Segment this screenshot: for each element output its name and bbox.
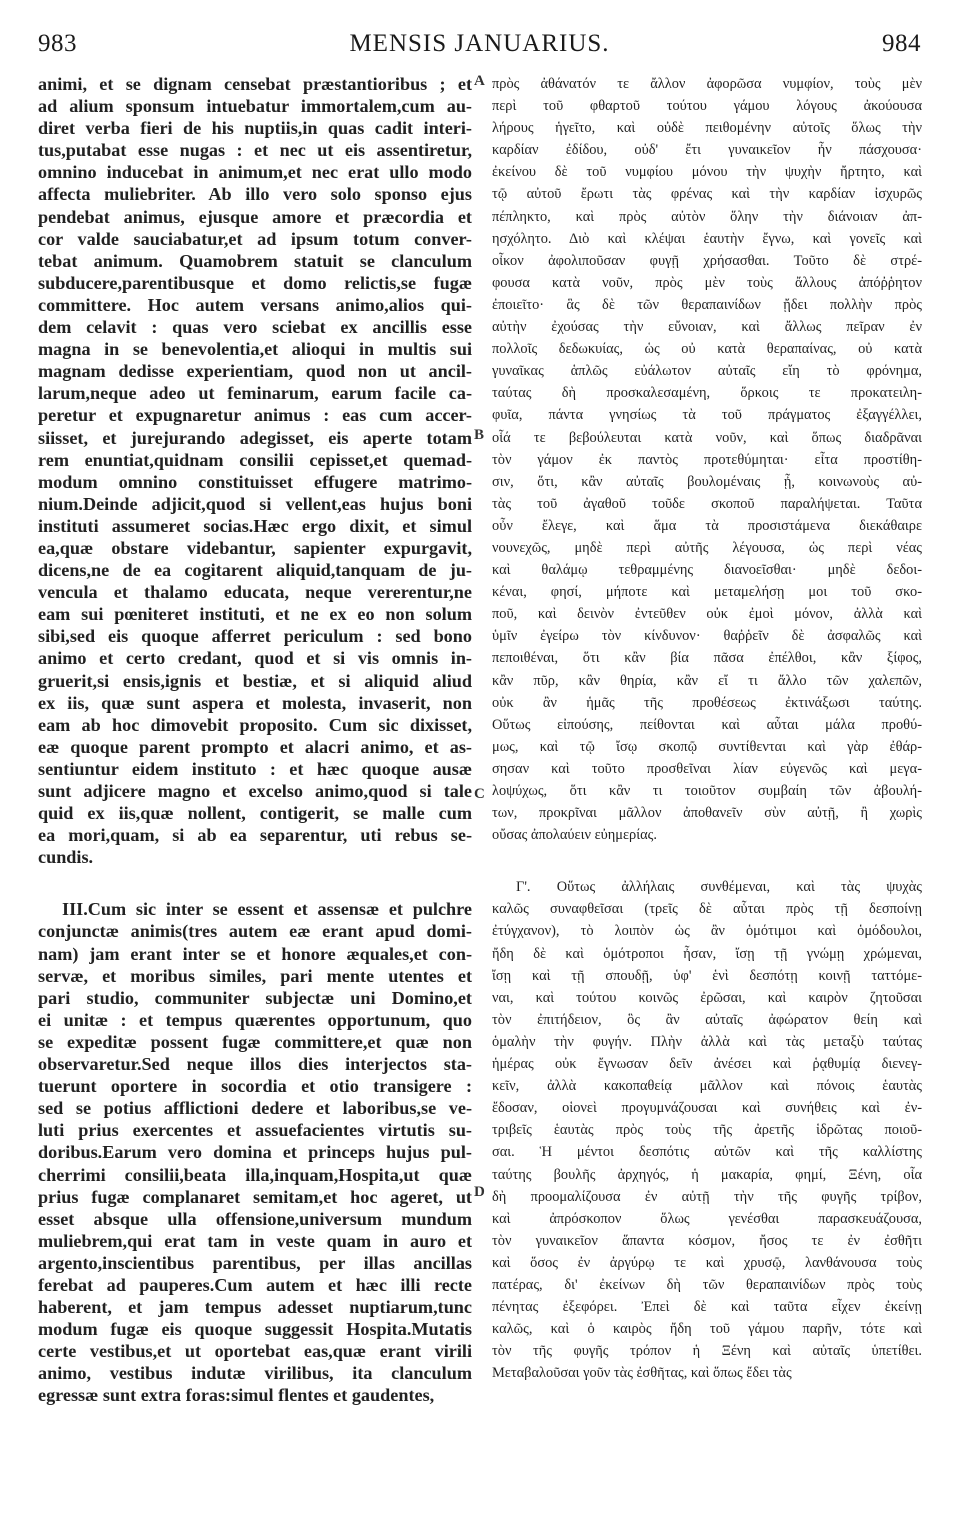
latin-line: tebat animum. Quamobrem statuit se clanculum <box>38 250 472 271</box>
latin-line: pendebat animus, ejusque amore et præcordia et <box>38 206 472 227</box>
greek-line: ποῦ, καὶ δεινὸν ἐντεῦθεν οὐκ ἐμοὶ μόνον, ἀλλὰ καὶ <box>492 606 922 623</box>
greek-line: οὖν ἔλεγε, καὶ ἅμα τὰ προσιστάμενα διεκάθαιρε <box>492 517 922 534</box>
greek-line: τὸν γυναικεῖον ἅπαντα κόσμον, ἤσος τε ἐν ἐσθῆτι <box>492 1232 922 1249</box>
latin-line: luti prius exercentes et assuefacientes virtutis su- <box>38 1120 472 1141</box>
greek-line: τῷ αὐτοῦ ἔρωτι τὰς φρένας καὶ τὴν καρδίαν ἰσχυρῶς <box>492 186 922 203</box>
latin-line: instituti assumeret socias.Hæc ergo dixit, et simul <box>38 515 472 536</box>
latin-line: modum omnino constituisset effugere matrimo- <box>38 471 472 492</box>
latin-line: ferebat ad pauperes.Cum autem et hæc illi recte <box>38 1274 472 1295</box>
latin-line: ea,quæ obstare videbantur, sapienter expurgavit, <box>38 537 472 558</box>
latin-line: diret verba fieri de his nuptiis,in quas cadit interi- <box>38 118 472 139</box>
latin-line: haberent, et jam tempus adesset nuptiarum,tunc <box>38 1297 472 1318</box>
greek-line: τὸν ἐπιτήδειον, ὃς ἂν αὐταῖς ἀφώρατον θείη καὶ <box>492 1011 922 1028</box>
greek-line: τριβεῖς ἑαυτὰς πρὸς τοὺς τῆς ἀρετῆς ἱδρῶτας ποιοῦ- <box>492 1122 922 1139</box>
latin-line: servæ, et moribus similes, pari mente utentes et <box>38 965 472 986</box>
latin-line: modum fugæ eis quoque suggessit Hospita.Mutatis <box>38 1319 472 1340</box>
greek-line: φυῖα, πάντα γνησίως τὰ τοῦ πράγματος ἐξαγγέλλει, <box>492 407 922 424</box>
greek-line: οὐκ ἂν ἡμᾶς τῆς προθέσεως ἐκτινάξωσι ταύτης. <box>492 694 922 711</box>
greek-line: τὸν τῆς φυγῆς τρόπον ἡ Ξένη καὶ αὐταῖς ὑπετίθει. <box>492 1343 922 1360</box>
latin-line: siisset, et jurejurando adegisset, eis aperte totam <box>38 427 472 448</box>
greek-line: σιν, ὅτι, κἂν αὐταῖς βουλομέναις ᾖ, κοινωνοὺς αὐ- <box>492 473 922 490</box>
latin-line: sentiuntur eidem instituto : et hæc quoque ausæ <box>38 758 472 779</box>
latin-line: vencula et thalamo educata, neque vererentur,ne <box>38 582 472 603</box>
latin-line: committere. Hoc autem versans animo,alios qui- <box>38 294 472 315</box>
latin-line: rem enuntiat,quidnam consilii cepisset,et quemad- <box>38 449 472 470</box>
latin-line: peretur et expugnaretur animus : eas cum accer- <box>38 405 472 426</box>
greek-line: κέναι, φησί, μήποτε καὶ μεταμελήσῃ μοι τοῦ σκο- <box>492 584 922 601</box>
running-head <box>38 30 921 60</box>
greek-line: σησαν καὶ τοῦτο προσθεῖναι λίαν εὐγενῶς καὶ μεγα- <box>492 760 922 777</box>
greek-line: ἐποιεῖτο· ἃς δὲ τῶν θεραπαινίδων ᾔδει πολλὴν πρὸς <box>492 296 922 313</box>
latin-line: tus,putabat esse nugas : et nec ut eis assentiretur, <box>38 140 472 161</box>
latin-line: eam ab hoc dimovebit proposito. Cum sic dixisset, <box>38 714 472 735</box>
latin-line: ei unitæ : et tempus quærentes opportunum, quo <box>38 1009 472 1030</box>
latin-line: doribus.Earum vero domina et princeps hujus pul- <box>38 1142 472 1163</box>
latin-line: nam) jam erant inter se et honore æquales,et con- <box>38 943 472 964</box>
greek-line: ταύτης βουλῆς ἀρχηγός, ἡ μακαρία, φημί, Ξένη, οἷα <box>492 1166 922 1183</box>
latin-line: larum,neque adeo ut feminarum, earum facile ca- <box>38 383 472 404</box>
latin-line: sed se potius afflictioni dedere et laboribus,se ve- <box>38 1098 472 1119</box>
latin-line: pari studio, communiter subjectæ uni Domino,et <box>38 987 472 1008</box>
greek-line: σαι. Ἡ μέντοι δεσπότις αὐτῶν καὶ τῆς καλλίστης <box>492 1144 922 1161</box>
margin-marker-d: D <box>474 1184 485 1200</box>
greek-line: ὁμαλὴν τὴν φυγήν. Πλὴν ἀλλὰ καὶ τὰς μεταξὺ ταύτας <box>492 1033 922 1050</box>
greek-line: καλῶς συναφθεῖσαι (τρεῖς δὲ αὗται πρὸς τῇ δεσποίνῃ <box>492 901 922 918</box>
latin-line: cherrimi consilii,beata illa,inquam,Hospita,ut quæ <box>38 1164 472 1185</box>
greek-line: μως, καὶ τῷ ἴσῳ σκοπῷ συντίθενται καὶ γὰρ ἐθάρ- <box>492 738 922 755</box>
greek-line: λοψύχως, ὅτι κἂν τι τοιοῦτον συμβαίη τῶν ἀβουλή- <box>492 783 922 799</box>
latin-line: dem celavit : quas vero sciebat ex ancillis esse <box>38 317 472 338</box>
greek-line: καὶ ὅσος ἐν ἀργύρῳ τε καὶ χρυσῷ, λανθάνουσα τοὺς <box>492 1254 922 1271</box>
latin-line: gruerit,si ensis,ignis et bestiæ, et si aliquid aliud <box>38 670 472 691</box>
greek-line: ἐκείνου δὲ τοῦ νυμφίου μόνου τὴν ψυχὴν ἤρτητο, καὶ <box>492 164 922 181</box>
paragraph-gap <box>492 846 922 876</box>
greek-line: νουνεχῶς, μηδὲ περὶ αὐτῆς λέγουσα, ὡς περὶ νέας <box>492 539 922 556</box>
greek-line: ἐτύγχανον), τὸ λοιπὸν ὡς ἂν ὁμότιμοι καὶ ὁμόδουλοι, <box>492 923 922 940</box>
margin-marker-a: A <box>474 73 485 89</box>
latin-line: tuerunt oportere in socordia et otio transigere : <box>38 1076 472 1097</box>
greek-line: Μεταβαλοῦσαι γοῦν τὰς ἐσθῆτας, καὶ ὅπως ἔδει τὰς <box>492 1365 792 1382</box>
greek-column <box>492 73 922 1384</box>
greek-line: οἶκον ἀφολιποῦσαν φυγῇ χρήσασθαι. Τοῦτο δὲ στρέ- <box>492 252 922 269</box>
latin-line: sunt adjicere magno et excelso animo,quod si tale <box>38 781 472 801</box>
greek-line: λήρους ἡγεῖτο, καὶ οὐδὲ πειθομένην αὐτοῖς ὅλως τὴν <box>492 120 922 137</box>
latin-line: magna in se benevolentia,et alioqui in multis sui <box>38 339 472 360</box>
latin-line: animo et certo credant, quod et si vis omnis in- <box>38 648 472 669</box>
greek-line: ναι, καὶ τούτου κοινῶς ἐρῶσαι, καὶ καιρὸν ζητοῦσαι <box>492 989 922 1006</box>
latin-line: quid ex iis,quæ nollent, contigerit, se malle cum <box>38 803 472 824</box>
latin-line: ad alium sponsum intuebatur immortalem,cum au- <box>38 96 472 117</box>
greek-line: πολλοῖς δεδωκυίας, ὡς οὐ κατὰ θεραπαίνας, οὐ κατὰ <box>492 341 922 358</box>
greek-line: καλῶς, καὶ ὁ καιρὸς ἤδη τοῦ γάμου παρῆν, τότε καὶ <box>492 1321 922 1338</box>
greek-line: ἡμέρας οὐκ ἔγνωσαν δεῖν ἀνέσει καὶ ῥᾳθυμίᾳ διενεγ- <box>492 1056 922 1073</box>
latin-line: III.Cum sic inter se essent et assensæ et pulchre <box>62 899 472 920</box>
greek-line: φουσα κατὰ νοῦν, πρὸς μὲν τοὺς ἄλλους ἀπόῤῥητον <box>492 274 922 291</box>
greek-line: πρὸς ἀθάνατόν τε ἄλλον ἀφορῶσα νυμφίον, τοὺς μὲν <box>492 76 922 92</box>
latin-line: affecta muliebriter. Ab illo vero solo sponso ejus <box>38 184 472 205</box>
greek-line: καὶ ἀπρόσκοπον ὅλως γενέσθαι παρασκευάζουσα, <box>492 1210 922 1227</box>
greek-line: οὔσας ἀπολαύειν εὐημερίας. <box>492 827 657 844</box>
latin-line: certe vestibus,et ut oportebat eas,quæ erant virili <box>38 1341 472 1362</box>
latin-line: egressæ sunt extra foras:simul flentes et gaudentes, <box>38 1385 435 1406</box>
latin-line: sibi,sed eis quoque afferret periculum : sed bono <box>38 626 472 647</box>
latin-line: prius fugæ complanaret semitam,et hoc ageret, ut <box>38 1186 472 1207</box>
greek-line: καὶ θαλάμῳ τεθραμμένης διανοεῖσθαι· μηδὲ δεδοι- <box>492 562 922 579</box>
latin-line: cundis. <box>38 847 94 868</box>
greek-line: κἂν πῦρ, κἂν θηρία, κἂν εἴ τι ἄλλο τῶν χαλεπῶν, <box>492 672 922 689</box>
greek-line: των, προκρῖναι μᾶλλον ἀποθανεῖν σὺν αὐτῇ, ἢ χωρὶς <box>492 805 922 822</box>
margin-marker-b: B <box>474 427 485 443</box>
latin-line: se expeditæ possent fugæ committere,et quæ non <box>38 1031 472 1052</box>
latin-line: eæ quoque parent prompto et alacri animo, et as- <box>38 736 472 757</box>
greek-line: πένητας ἐξεφόρει. Ἐπεὶ δὲ καὶ ταῦτα εἶχεν ἐκείνῃ <box>492 1299 922 1316</box>
greek-line: καρδίαν ἐδίδου, οὐδ' ἔτι γυναικεῖον ἦν πάσχουσα· <box>492 142 922 159</box>
latin-line: omnino inducebat in animum,et nec erat ullo modo <box>38 162 472 183</box>
latin-line: observaretur.Sed neque illos dies interjectos sta- <box>38 1054 472 1075</box>
latin-line: argento,inscientibus parentibus, per illas ancillas <box>38 1252 472 1273</box>
greek-line: πατέρας, δι' ἐκείνων δὴ τῶν θεραπαινίδων πρὸς τοὺς <box>492 1276 922 1293</box>
greek-line: αὐτὴν ἐχούσας τὴν εὔνοιαν, καὶ ἄλλως πεῖραν ἐν <box>492 319 922 336</box>
latin-line: cor valde sauciabatur,et ad ipsum totum conver- <box>38 228 472 249</box>
greek-line: ὑμῖν ἐγείρω τὸν κίνδυνον· θαῤῥεῖν δὲ ἀσφαλῶς καὶ <box>492 628 922 645</box>
latin-column <box>38 73 472 1407</box>
greek-line: δὴ προομαλίζουσα ἐν αὐτῇ τὴν τῆς φυγῆς τρίβον, <box>492 1188 922 1205</box>
greek-line: κεῖν, ἀλλὰ κακοπαθείᾳ μᾶλλον καὶ πόνοις ἑαυτὰς <box>492 1078 922 1095</box>
greek-line: ταύτας δὴ προσκαλεσαμένη, ὅρκοις τε προκατειλη- <box>492 385 922 402</box>
greek-line: Οὕτως εἰπούσης, πείθονται καὶ αὗται μάλα προθύ- <box>492 716 922 733</box>
greek-line: τὸν γάμον ἐκ παντὸς προτεθύμηται· εἶτα προστίθη- <box>492 451 922 468</box>
latin-line: conjunctæ animis(tres autem eæ erant apud domi- <box>38 921 472 942</box>
greek-line: ησχόλητο. Διὸ καὶ κλέψαι ἑαυτὴν ἔγνω, καὶ γονεῖς καὶ <box>492 230 922 247</box>
latin-line: subducere,parentibusque et domo relictis,se fugæ <box>38 272 472 293</box>
latin-line: nium.Deinde adjicit,quod si vellent,eas hujus boni <box>38 493 472 514</box>
margin-marker-c: C <box>474 786 485 802</box>
greek-line: ἴσῃ καὶ τῇ σπουδῇ, ὑφ' ἑνὶ δεσπότῃ κοινῇ ταττόμε- <box>492 967 922 984</box>
greek-line: πεποιθέναι, ὅτι κἂν βία πᾶσα ἐπέλθοι, κἂν ξίφος, <box>492 650 922 667</box>
latin-line: magnam dedisse experientiam, quod non ut ancil- <box>38 361 472 382</box>
greek-line: περὶ τοῦ φθαρτοῦ τούτου γάμου λόγους ἀκούουσα <box>492 98 922 115</box>
paragraph-gap <box>38 868 472 898</box>
latin-line: muliebrem,qui erat tam in veste quam in auro et <box>38 1230 472 1251</box>
greek-line: ἔδοσαν, οἱονεὶ προγυμνάζουσαι καὶ συνήθεις καὶ ἐν- <box>492 1100 922 1117</box>
latin-line: dicens,ne de ea cogitarent aliquid,tanquam de ju- <box>38 560 472 581</box>
latin-line: eam sui pœniteret instituti, et ne ex eo non solum <box>38 604 472 625</box>
latin-line: esset absque ulla offensione,universum mundum <box>38 1208 472 1229</box>
greek-line: ἤδη δὲ καὶ ὁμότροποι ἦσαν, ἴσῃ τῇ γνώμῃ χρώμεναι, <box>492 945 922 962</box>
greek-line: οἷά τε βεβούλευται κατὰ νοῦν, καὶ ὅπως διαδρᾶναι <box>492 429 922 446</box>
latin-line: animo, vestibus indutæ virilibus, ita clanculum <box>38 1363 472 1384</box>
greek-line: Γ'. Οὕτως ἀλλήλαις συνθέμεναι, καὶ τὰς ψυχὰς <box>516 879 922 896</box>
page-number-left: 983 <box>38 30 77 57</box>
greek-line: τὰς τοῦ ἀγαθοῦ τοῦδε σκοποῦ παραλήψεται. Ταῦτα <box>492 495 922 512</box>
running-title: MENSIS JANUARIUS. <box>349 30 610 57</box>
latin-line: animi, et se dignam censebat præstantioribus ; et <box>38 74 472 94</box>
greek-line: πέπληκτο, καὶ πρὸς αὐτὸν ὅλην τὴν διάνοιαν ἀπ- <box>492 208 922 225</box>
latin-line: ex iis, quæ sunt aspera et molesta, invaserit, non <box>38 692 472 713</box>
page-number-right: 984 <box>882 30 921 57</box>
latin-line: ea mori,quam, si ab ea separentur, uti rebus se- <box>38 825 472 846</box>
greek-line: γυναῖκας ἁπλῶς εὐάλωτον αὐταῖς εἴη τὸ φρόνημα, <box>492 363 922 380</box>
